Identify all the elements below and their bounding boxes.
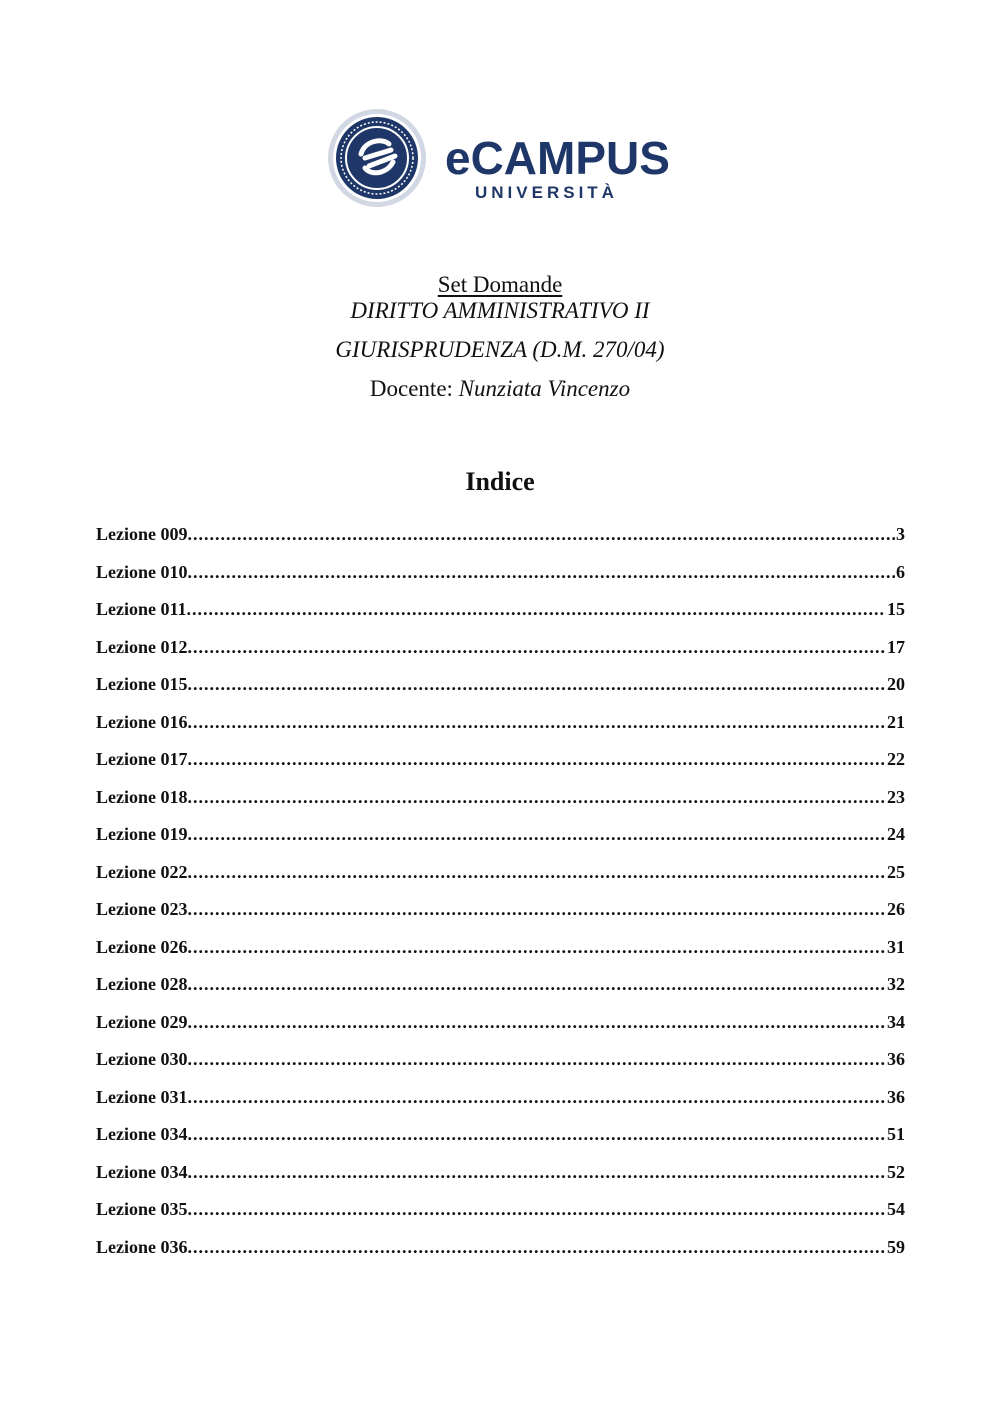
toc-entry[interactable] <box>96 899 905 937</box>
toc-entry-label: Lezione 009 <box>96 524 188 544</box>
ecampus-logo-graphic <box>325 108 685 212</box>
toc-dot-leader <box>188 974 887 995</box>
toc-entry-page: 22 <box>887 749 905 769</box>
toc-entry-label: Lezione 012 <box>96 636 188 657</box>
toc-entry-label: Lezione 022 <box>96 861 188 882</box>
toc-dot-leader <box>188 824 887 845</box>
toc-entry-label: Lezione 010 <box>96 561 188 582</box>
toc-entry-label: Lezione 016 <box>96 711 188 732</box>
table-of-contents <box>96 524 905 1274</box>
toc-entry-label: Lezione 018 <box>96 786 188 807</box>
toc-entry[interactable] <box>96 637 905 675</box>
toc-entry-page: 20 <box>887 674 905 694</box>
toc-entry-page: 54 <box>887 1199 905 1219</box>
toc-entry[interactable] <box>96 787 905 825</box>
toc-dot-leader <box>188 749 887 770</box>
toc-entry-page: 6 <box>896 561 905 582</box>
toc-entry-page: 3 <box>896 524 905 544</box>
toc-entry-page: 21 <box>887 711 905 732</box>
toc-entry-label: Lezione 028 <box>96 974 188 994</box>
toc-dot-leader <box>187 599 887 620</box>
toc-dot-leader <box>188 1124 887 1145</box>
toc-dot-leader <box>188 1049 887 1070</box>
toc-dot-leader <box>188 524 896 545</box>
toc-dot-leader <box>188 562 896 583</box>
toc-entry[interactable] <box>96 1012 905 1050</box>
teacher-line <box>0 375 1000 403</box>
toc-entry-label: Lezione 030 <box>96 1049 188 1069</box>
toc-entry[interactable] <box>96 824 905 862</box>
toc-dot-leader <box>188 674 887 695</box>
toc-entry-page: 25 <box>887 861 905 882</box>
toc-dot-leader <box>188 1087 887 1108</box>
toc-entry-page: 32 <box>887 974 905 994</box>
toc-entry-label: Lezione 019 <box>96 824 188 844</box>
toc-entry-label: Lezione 023 <box>96 899 188 919</box>
toc-entry-page: 26 <box>887 899 905 919</box>
toc-entry[interactable] <box>96 1199 905 1237</box>
toc-dot-leader <box>188 937 887 958</box>
toc-entry[interactable] <box>96 1162 905 1200</box>
course-title: DIRITTO AMMINISTRATIVO II <box>350 298 650 323</box>
toc-entry-page: 36 <box>887 1049 905 1069</box>
toc-dot-leader <box>188 1012 887 1033</box>
toc-dot-leader <box>188 899 887 920</box>
toc-entry-label: Lezione 026 <box>96 936 188 957</box>
toc-entry-page: 23 <box>887 786 905 807</box>
logo-wordmark: eCAMPUS <box>445 132 670 184</box>
toc-entry[interactable] <box>96 1237 905 1275</box>
toc-entry-label: Lezione 036 <box>96 1236 188 1257</box>
index-heading: Indice <box>465 467 535 496</box>
toc-dot-leader <box>188 1199 887 1220</box>
toc-entry[interactable] <box>96 974 905 1012</box>
teacher-label: Docente: <box>369 376 453 401</box>
toc-entry-label: Lezione 029 <box>96 1011 188 1032</box>
toc-entry[interactable] <box>96 937 905 975</box>
toc-entry[interactable] <box>96 862 905 900</box>
toc-dot-leader <box>188 787 887 808</box>
toc-entry-label: Lezione 015 <box>96 674 188 694</box>
ecampus-seal-icon <box>328 109 426 207</box>
set-title: Set Domande <box>437 272 563 297</box>
toc-entry-label: Lezione 031 <box>96 1086 188 1107</box>
toc-entry-label: Lezione 034 <box>96 1161 188 1182</box>
toc-entry-page: 31 <box>887 936 905 957</box>
toc-entry[interactable] <box>96 1049 905 1087</box>
toc-entry[interactable] <box>96 749 905 787</box>
toc-entry[interactable] <box>96 674 905 712</box>
toc-entry[interactable] <box>96 599 905 637</box>
ecampus-logo <box>325 108 685 212</box>
toc-dot-leader <box>188 1237 887 1258</box>
degree-title: GIURISPRUDENZA (D.M. 270/04) <box>335 337 665 362</box>
toc-entry-page: 59 <box>887 1236 905 1257</box>
toc-dot-leader <box>188 712 887 733</box>
teacher-name: Nunziata Vincenzo <box>458 376 631 401</box>
toc-entry-label: Lezione 017 <box>96 749 188 769</box>
toc-entry[interactable] <box>96 524 905 562</box>
toc-dot-leader <box>188 1162 887 1183</box>
toc-entry-page: 51 <box>887 1124 905 1144</box>
toc-entry-label: Lezione 011 <box>96 599 187 619</box>
toc-entry[interactable] <box>96 562 905 600</box>
toc-entry-page: 24 <box>887 824 905 844</box>
toc-entry[interactable] <box>96 712 905 750</box>
toc-entry-page: 36 <box>887 1086 905 1107</box>
toc-entry-page: 34 <box>887 1011 905 1032</box>
toc-dot-leader <box>188 862 887 883</box>
toc-entry-page: 52 <box>887 1161 905 1182</box>
logo-subtext: UNIVERSITÀ <box>475 183 618 202</box>
toc-entry-page: 15 <box>887 599 905 619</box>
toc-entry[interactable] <box>96 1124 905 1162</box>
toc-dot-leader <box>188 637 887 658</box>
toc-entry-label: Lezione 034 <box>96 1124 188 1144</box>
toc-entry[interactable] <box>96 1087 905 1125</box>
toc-entry-label: Lezione 035 <box>96 1199 188 1219</box>
toc-entry-page: 17 <box>887 636 905 657</box>
